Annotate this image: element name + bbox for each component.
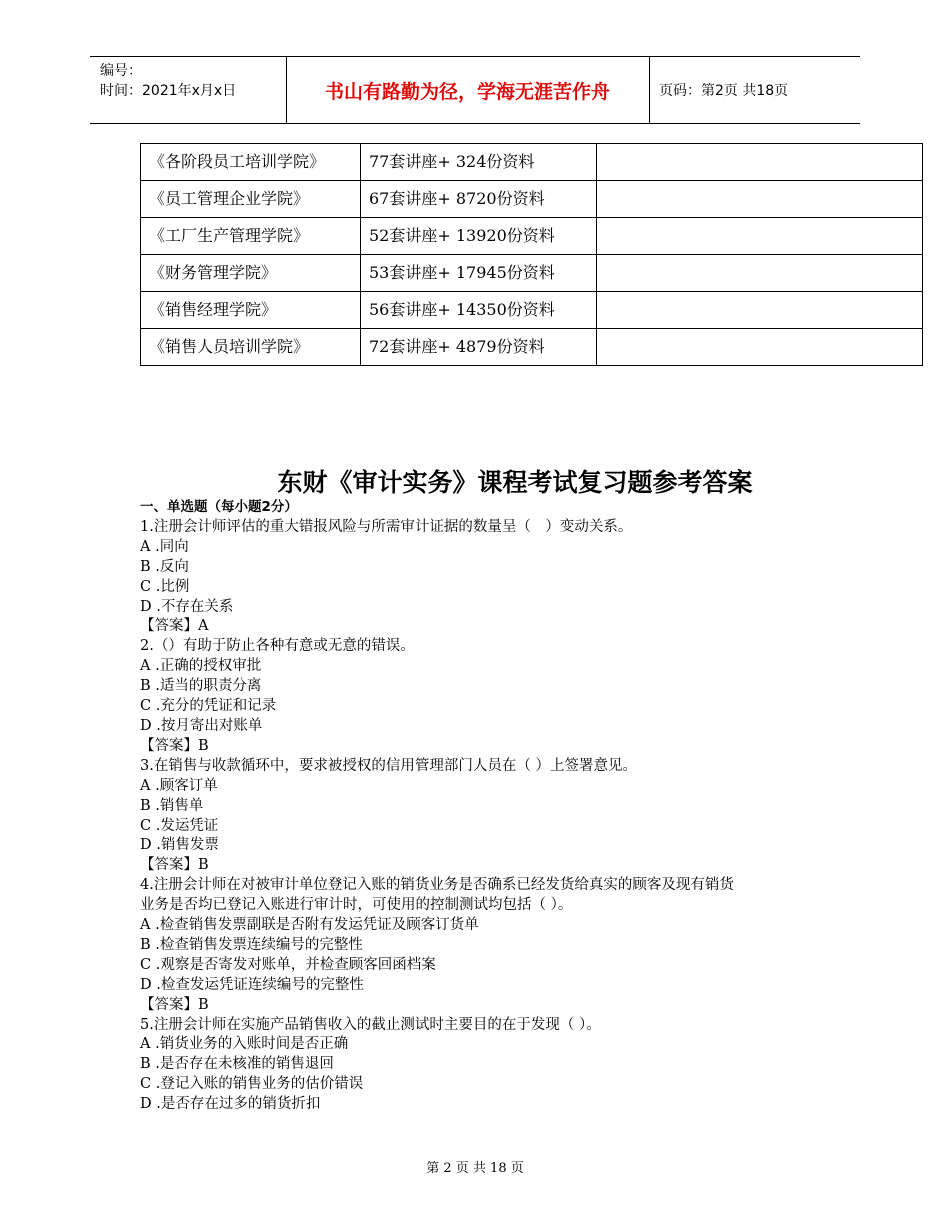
course-extra <box>597 181 923 218</box>
course-name: 《各阶段员工培训学院》 <box>141 144 361 181</box>
course-desc: 52套讲座+ 13920份资料 <box>361 218 597 255</box>
option-a: A .销货业务的入账时间是否正确 <box>140 1036 349 1053</box>
option-c: C .比例 <box>140 578 190 595</box>
header-meta <box>100 61 236 101</box>
course-name: 《员工管理企业学院》 <box>141 181 361 218</box>
option-a: A .顾客订单 <box>140 777 218 794</box>
answer: 【答案】A <box>140 618 209 635</box>
question-stem: 2.（）有助于防止各种有意或无意的错误。 <box>140 638 415 655</box>
table-row <box>141 181 923 218</box>
page-code: 页码：第2页 共18页 <box>659 83 789 99</box>
course-extra <box>597 292 923 329</box>
table-row <box>141 144 923 181</box>
option-b: B .反向 <box>140 558 189 575</box>
course-name: 《销售经理学院》 <box>141 292 361 329</box>
course-desc: 77套讲座+ 324份资料 <box>361 144 597 181</box>
course-extra <box>597 218 923 255</box>
option-d: D .检查发运凭证连续编号的完整性 <box>140 976 364 993</box>
option-d: D .不存在关系 <box>140 598 234 615</box>
table-row <box>141 255 923 292</box>
course-table <box>140 143 923 366</box>
course-desc: 53套讲座+ 17945份资料 <box>361 255 597 292</box>
question-stem: 1.注册会计师评估的重大错报风险与所需审计证据的数量呈（ ）变动关系。 <box>140 518 633 535</box>
course-desc: 67套讲座+ 8720份资料 <box>361 181 597 218</box>
course-extra <box>597 329 923 366</box>
option-b: B .销售单 <box>140 797 204 814</box>
answer: 【答案】B <box>140 996 209 1013</box>
question-stem: 5.注册会计师在实施产品销售收入的截止测试时主要目的在于发现（ ）。 <box>140 1016 601 1033</box>
section-heading: 一、单选题（每小题2分） <box>140 499 298 515</box>
course-extra <box>597 255 923 292</box>
header-motto: 书山有路勤为径，学海无涯苦作舟 <box>324 81 610 103</box>
question-stem: 3.在销售与收款循环中，要求被授权的信用管理部门人员在（ ）上签署意见。 <box>140 757 637 774</box>
time-label: 时间：2021年x月x日 <box>100 83 237 99</box>
course-desc: 72套讲座+ 4879份资料 <box>361 329 597 366</box>
option-d: D .是否存在过多的销货折扣 <box>140 1096 321 1113</box>
answer: 【答案】B <box>140 737 209 754</box>
document-title: 东财《审计实务》课程考试复习题参考答案 <box>277 468 753 497</box>
option-c: C .观察是否寄发对账单，并检查顾客回函档案 <box>140 956 436 973</box>
table-row <box>141 329 923 366</box>
question-stem-continued: 业务是否均已登记入账进行审计时，可使用的控制测试均包括（ ）。 <box>140 897 573 914</box>
course-desc: 56套讲座+ 14350份资料 <box>361 292 597 329</box>
option-a: A .检查销售发票副联是否附有发运凭证及顾客订货单 <box>140 917 479 934</box>
option-c: C .充分的凭证和记录 <box>140 698 277 715</box>
page-footer: 第 2 页 共 18 页 <box>426 1161 524 1176</box>
option-a: A .正确的授权审批 <box>140 658 262 675</box>
table-row <box>141 218 923 255</box>
option-b: B .适当的职责分离 <box>140 678 262 695</box>
option-c: C .登记入账的销售业务的估价错误 <box>140 1076 364 1093</box>
course-name: 《工厂生产管理学院》 <box>141 218 361 255</box>
option-c: C .发运凭证 <box>140 817 219 834</box>
answer: 【答案】B <box>140 857 209 874</box>
course-name: 《财务管理学院》 <box>141 255 361 292</box>
option-d: D .按月寄出对账单 <box>140 717 263 734</box>
question-list <box>140 498 820 1115</box>
question-stem: 4.注册会计师在对被审计单位登记入账的销货业务是否确系已经发货给真实的顾客及现有销货 <box>140 877 734 894</box>
option-b: B .是否存在未核准的销售退回 <box>140 1056 334 1073</box>
course-name: 《销售人员培训学院》 <box>141 329 361 366</box>
course-extra <box>597 144 923 181</box>
number-label: 编号： <box>100 63 142 79</box>
option-b: B .检查销售发票连续编号的完整性 <box>140 936 363 953</box>
table-row <box>141 292 923 329</box>
page-header <box>90 56 860 124</box>
option-a: A .同向 <box>140 538 189 555</box>
option-d: D .销售发票 <box>140 837 219 854</box>
header-divider <box>649 57 650 123</box>
